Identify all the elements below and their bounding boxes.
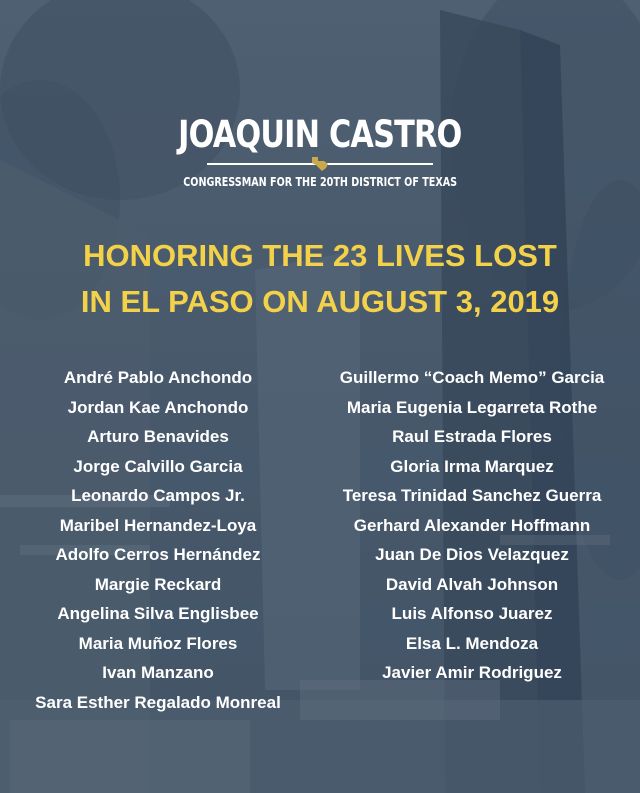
texas-icon (310, 153, 330, 173)
logo-subtitle: CONGRESSMAN FOR THE 20TH DISTRICT OF TEXAS (183, 175, 457, 189)
victim-name: Ivan Manzano (102, 663, 214, 682)
headline (0, 233, 640, 325)
logo-divider (207, 163, 433, 165)
victim-name: Jordan Kae Anchondo (67, 397, 249, 417)
victim-name: Angelina Silva Englisbee (57, 604, 259, 623)
victim-name: Javier Amir Rodriguez (382, 663, 562, 682)
victim-name: Arturo Benavides (87, 427, 229, 446)
victim-name: Maria Eugenia Legarreta Rothe (346, 397, 598, 417)
victim-name: Margie Reckard (94, 574, 222, 594)
victim-name: Adolfo Cerros Hernández (55, 545, 261, 564)
names-right-column (310, 363, 634, 688)
logo-block (0, 115, 640, 191)
victim-name: Leonardo Campos Jr. (71, 486, 245, 505)
victim-name: Guillermo “Coach Memo” Garcia (339, 368, 605, 387)
victim-name: Maribel Hernandez-Loya (59, 515, 257, 535)
names-left-column (10, 363, 306, 717)
victim-name: Juan De Dios Velazquez (375, 545, 569, 564)
victim-name: Luis Alfonso Juarez (391, 604, 553, 623)
victim-name: André Pablo Anchondo (63, 368, 253, 387)
victim-name: David Alvah Johnson (385, 574, 559, 594)
victim-name: Teresa Trinidad Sanchez Guerra (342, 486, 602, 505)
victim-name: Gerhard Alexander Hoffmann (353, 515, 591, 535)
victim-name: Elsa L. Mendoza (405, 633, 539, 653)
victim-name: Raul Estrada Flores (392, 427, 552, 446)
headline-line-1: HONORING THE 23 LIVES LOST (83, 238, 557, 273)
victim-name: Maria Muñoz Flores (78, 633, 238, 653)
headline-line-2: IN EL PASO ON AUGUST 3, 2019 (80, 284, 560, 319)
victim-name: Gloria Irma Marquez (390, 456, 554, 476)
victim-name: Sara Esther Regalado Monreal (35, 692, 281, 712)
victim-name: Jorge Calvillo Garcia (73, 456, 243, 476)
logo-name: JOAQUIN CASTRO (178, 113, 462, 156)
